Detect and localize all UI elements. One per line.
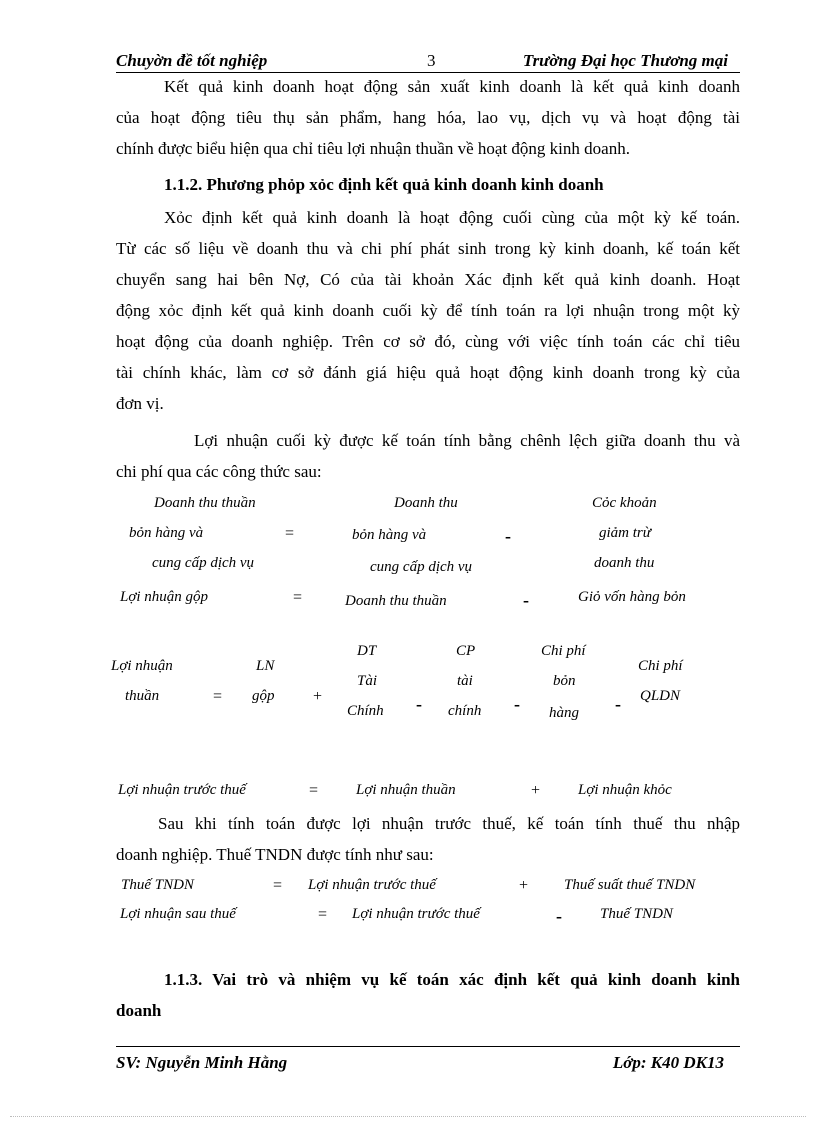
formula-lhs: Thuế TNDN <box>121 877 194 893</box>
formula-term-line: Doanh thu <box>394 495 458 511</box>
minus-sign: - <box>615 694 621 714</box>
formula-term-line: Chính <box>347 703 384 719</box>
text-line: Từ các số liệu về doanh thu và chi phí phát sinh trong kỳ kinh doanh, kế toán kết <box>116 239 740 258</box>
equals-sign: = <box>285 525 295 542</box>
formula-term-line: LN <box>256 658 275 674</box>
text-line: Lợi nhuận cuối kỳ được kế toán tính bằng chênh lệch giữa doanh thu và <box>194 431 740 450</box>
equals-sign: = <box>293 589 303 606</box>
formula-lhs: Lợi nhuận gộp <box>120 589 209 605</box>
formula-term-line: Chi phí <box>541 643 586 659</box>
minus-sign: - <box>556 906 562 926</box>
section-heading-1-1-3 <box>116 964 740 1026</box>
formula-lhs-line: thuần <box>125 688 160 704</box>
formula-lhs-line: cung cấp dịch vụ <box>152 555 255 571</box>
equals-sign: = <box>273 877 283 894</box>
formula-term-line: QLDN <box>640 688 681 704</box>
formula-term-line: bỏn hàng và <box>352 527 427 543</box>
formula-lhs: Lợi nhuận sau thuế <box>120 906 236 922</box>
formula-term: Lợi nhuận trước thuế <box>352 906 480 922</box>
text-line: tài chính khác, làm cơ sở đánh giá hiệu quả hoạt động kinh doanh trong kỳ của <box>116 363 740 382</box>
formula-term: Giỏ vốn hàng bỏn <box>578 589 686 605</box>
page-number: 3 <box>427 51 436 70</box>
footer-class: Lớp: K40 DK13 <box>612 1053 724 1072</box>
paragraph-method <box>116 202 740 419</box>
formula-term-line: Chi phí <box>638 658 683 674</box>
formula-lhs: Lợi nhuận trước thuế <box>118 782 246 798</box>
header-university: Trường Đại học Thương mại <box>522 51 728 70</box>
formula-term: Doanh thu thuần <box>345 593 447 609</box>
paragraph-result-definition <box>116 71 740 164</box>
formula-term-line: DT <box>357 643 377 659</box>
text-line: đơn vị. <box>116 394 164 413</box>
paragraph-tax-intro <box>116 808 740 870</box>
formula-term-line: CP <box>456 643 476 659</box>
formula-lhs-line: Lợi nhuận <box>111 658 173 674</box>
text-line: chuyển sang hai bên Nợ, Có của tài khoản Xác định kết quả kinh doanh. Hoạt <box>116 270 740 289</box>
formula-term-line: doanh thu <box>594 555 655 571</box>
formula-term-line: cung cấp dịch vụ <box>370 559 473 575</box>
section-heading-1-1-2: 1.1.2. Phương phỏp xỏc định kết quả kinh doanh kinh doanh <box>164 175 604 194</box>
formula-term-line: tài <box>457 673 473 689</box>
paragraph-profit-intro <box>116 425 740 487</box>
footer-divider <box>116 1046 740 1047</box>
formula-term: Thuế TNDN <box>600 906 673 922</box>
text-line: 1.1.3. Vai trò và nhiệm vụ kế toán xác định kết quả kinh doanh kinh <box>164 970 740 989</box>
formula-term: Thuế suất thuế TNDN <box>564 877 696 893</box>
formula-term-line: bỏn <box>553 673 576 689</box>
plus-sign: + <box>313 688 323 705</box>
text-line: Sau khi tính toán được lợi nhuận trước thuế, kế toán tính thuế thu nhập <box>158 814 740 833</box>
footer-student-name: SV: Nguyễn Minh Hằng <box>116 1053 288 1072</box>
text-line: Kết quả kinh doanh hoạt động sản xuất kinh doanh là kết quả kinh doanh <box>164 77 740 96</box>
formula-term-line: Tài <box>357 673 378 689</box>
text-line: động xỏc định kết quả kinh doanh cuối kỳ để tính toán ra lợi nhuận trong một kỳ <box>116 301 740 320</box>
text-line: của hoạt động tiêu thụ sản phẩm, hang hóa, lao vụ, dịch vụ và hoạt động tài <box>116 108 740 127</box>
text-line: doanh <box>116 1001 162 1020</box>
text-line: hoạt động của doanh nghiệp. Trên cơ sở đó, cùng với việc tính toán các chỉ tiêu <box>116 332 740 351</box>
plus-sign: + <box>531 782 541 799</box>
minus-sign: - <box>523 590 529 610</box>
text-line: chi phí qua các công thức sau: <box>116 462 322 481</box>
formula-term-line: Cỏc khoản <box>592 495 657 511</box>
page-bottom-rule <box>10 1116 806 1117</box>
equals-sign: = <box>318 906 328 923</box>
formula-term: Lợi nhuận thuần <box>356 782 456 798</box>
formula-term-line: giảm trừ <box>599 525 651 541</box>
formula-term-line: gộp <box>252 688 275 704</box>
header-thesis-title: Chuyờn đề tốt nghiệp <box>116 51 268 70</box>
equals-sign: = <box>213 688 223 705</box>
formula-lhs-line: bỏn hàng và <box>129 525 204 541</box>
minus-sign: - <box>416 694 422 714</box>
formula-term: Lợi nhuận khỏc <box>578 782 672 798</box>
text-line: chính được biểu hiện qua chỉ tiêu lợi nhuận thuần về hoạt động kinh doanh. <box>116 139 630 158</box>
formula-term-line: chính <box>448 703 482 719</box>
formula-term: Lợi nhuận trước thuế <box>308 877 436 893</box>
equals-sign: = <box>309 782 319 799</box>
text-line: doanh nghiệp. Thuế TNDN được tính như sau: <box>116 845 434 864</box>
text-line: Xỏc định kết quả kinh doanh là hoạt động cuối cùng của một kỳ kế toán. <box>164 208 740 227</box>
minus-sign: - <box>514 694 520 714</box>
minus-sign: - <box>505 526 511 546</box>
formula-term-line: hàng <box>549 705 579 721</box>
page-header <box>116 50 740 73</box>
plus-sign: + <box>519 877 529 894</box>
formula-lhs-line: Doanh thu thuần <box>154 495 256 511</box>
